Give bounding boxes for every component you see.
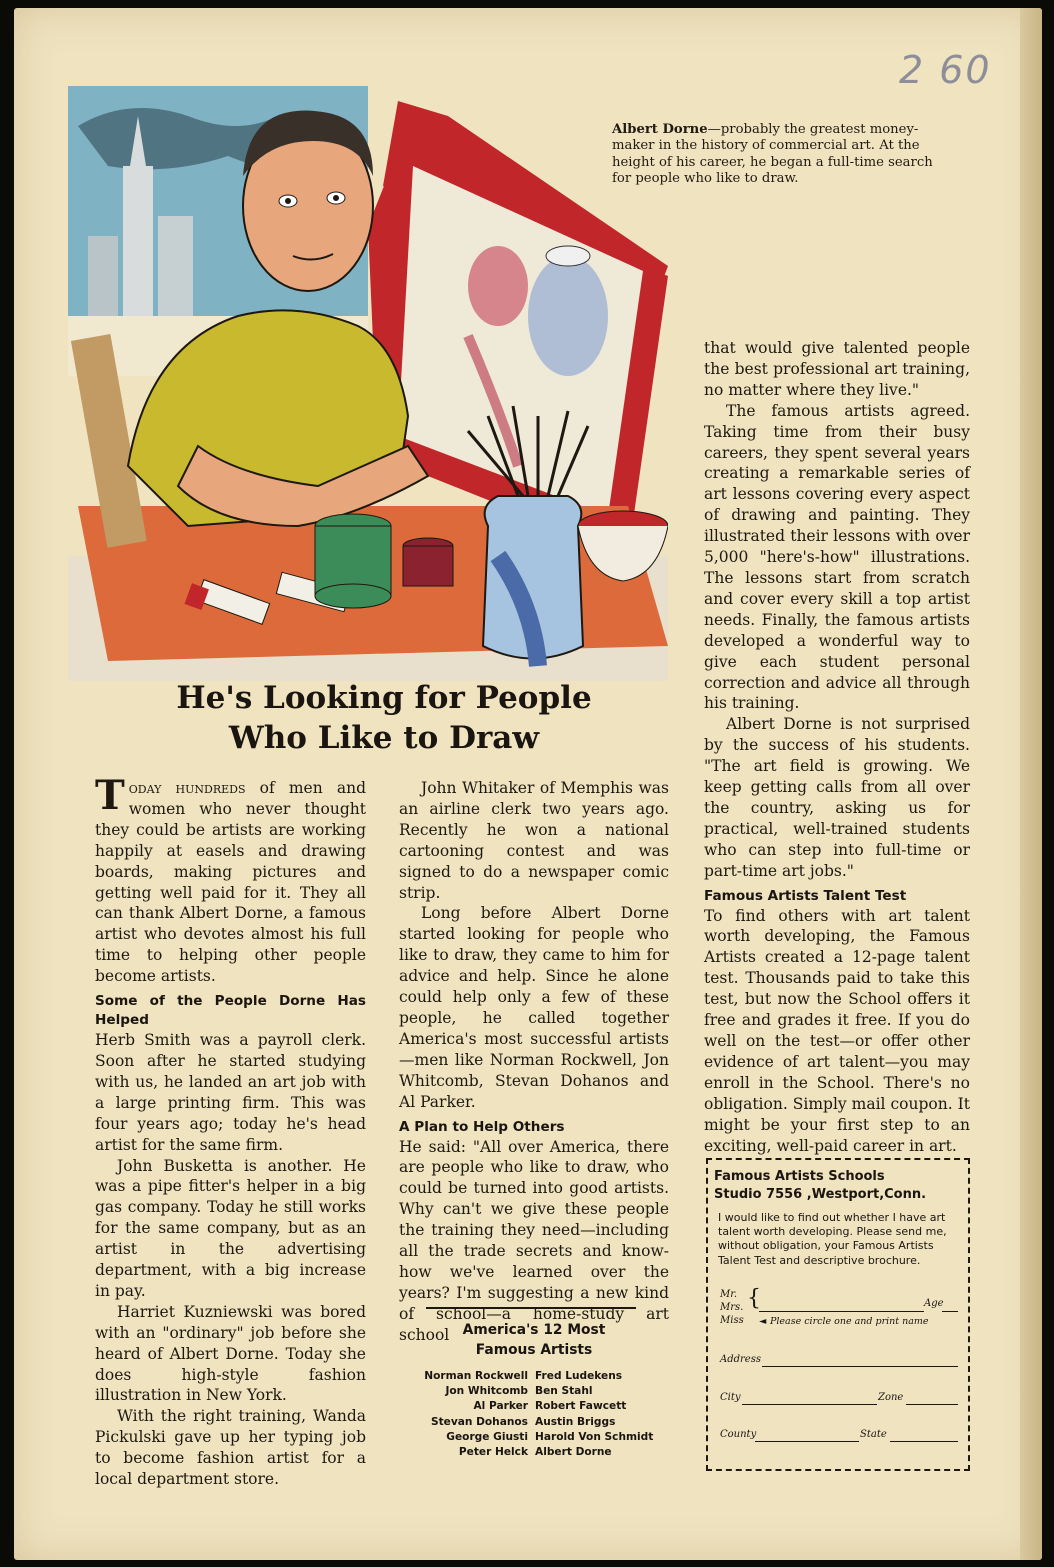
coupon-address-label: Address: [720, 1354, 761, 1365]
illustration-caption: [612, 122, 942, 188]
artist-name-left: Al Parker: [473, 1400, 528, 1413]
age-field-line[interactable]: [942, 1311, 958, 1312]
page-spine-edge: [1020, 8, 1042, 1560]
caption-text: —probably the greatest money-maker in the history of commercial art. At the height of his career, he began a full-time search for people who like to draw.: [612, 122, 933, 187]
artist-name-right: Fred Ludekens: [535, 1370, 623, 1382]
artist-name-right: Ben Stahl: [535, 1385, 593, 1398]
col2-paragraph-2: Long before Albert Dorne started looking for people who like to draw, they came to him for advice and help. Since he alone could help only a few of these people, he called together America's most successful artists—men like Norman Rockwell, Jon Whitcomb, Stevan Dohanos and Al Parker.: [399, 904, 669, 1111]
col3-paragraph-2: The famous artists agreed. Taking time from their busy careers, they spent several years creating a remarkable series of art lessons covering every aspect of drawing and painting. They illustrated their lessons with over 5,000 "here's-how" illustrations. The lessons start from scratch and cover every skill a top artist needs. Finally, the famous artists developed a wonderful way to give each student personal correction and advice all through his training.: [704, 401, 970, 713]
col1-paragraph-5: With the right training, Wanda Pickulski gave up her typing job to become fashion artist for a local department store.: [95, 1407, 366, 1489]
col3-subheading: Famous Artists Talent Test: [704, 887, 907, 904]
artists-row: [399, 1430, 669, 1445]
col1-p1-text: of men and women who never thought they could be artists are working happily at easels and drawing boards, making pictures and getting well paid for it. They all can thank Albert Dorne, a famous artist who devotes almost his full time to helping other people become artists.: [95, 779, 366, 986]
artists-divider: [426, 1307, 636, 1309]
col1-paragraph-4: Harriet Kuzniewski was bored with an "ordinary" job before she heard of Albert Dorne. Today she does high-style fashion illustration in New York.: [95, 1302, 366, 1405]
col2-paragraph-1: John Whitaker of Memphis was an airline clerk two years ago. Recently he won a national cartooning contest and was signed to do a newspaper comic strip.: [399, 779, 669, 902]
coupon-circle-note: Please circle one and print name: [770, 1316, 929, 1327]
artist-name-left: Peter Helck: [458, 1446, 528, 1459]
artists-row: [399, 1384, 669, 1399]
coupon-mr: Mr.: [720, 1289, 738, 1300]
artist-name-left: Stevan Dohanos: [430, 1415, 528, 1428]
headline: [114, 678, 654, 758]
article-column-3: [704, 338, 970, 1156]
coupon-mrs: Mrs.: [720, 1302, 744, 1313]
zone-field-line[interactable]: [906, 1404, 958, 1405]
col1-subheading: Some of the People Dorne Has Helped: [95, 993, 366, 1029]
coupon-city-label: City: [720, 1392, 741, 1403]
coupon-miss: Miss: [720, 1315, 744, 1326]
artists-row: [399, 1445, 669, 1460]
city-field-line[interactable]: [742, 1404, 877, 1405]
caption-name: Albert Dorne: [612, 122, 708, 137]
artist-name-right: Robert Fawcett: [535, 1400, 627, 1413]
artist-name-right: Albert Dorne: [535, 1446, 612, 1459]
arrow-icon: ◄: [759, 1316, 767, 1327]
col2-paragraph-3: He said: "All over America, there are people who like to draw, who could be turned into good artists. Why can't we give these people the training they need—including all the trade secrets and know-how we've learned over the years? I'm suggesting a new kind of school—a home-study art school: [399, 1137, 669, 1344]
col2-subheading: A Plan to Help Others: [399, 1118, 565, 1135]
col3-paragraph-3: Albert Dorne is not surprised by the success of his students. "The art field is growing. We keep getting calls from all over the country, asking us for practical, well-trained students who can step into full-time or part-time art jobs.": [704, 715, 970, 880]
brace-icon: {: [747, 1286, 761, 1311]
albert-dorne-illustration: [68, 86, 668, 681]
county-field-line[interactable]: [755, 1441, 859, 1442]
mail-coupon[interactable]: [706, 1158, 970, 1471]
artists-row: [399, 1415, 669, 1430]
headline-line-1: He's Looking for People: [176, 680, 592, 716]
artists-title-line-2: Famous Artists: [475, 1342, 593, 1358]
state-field-line[interactable]: [890, 1441, 958, 1442]
coupon-title: [714, 1168, 964, 1204]
coupon-state-label: State: [860, 1429, 887, 1440]
col3-paragraph-1: that would give talented people the best professional art training, no matter where they live.": [704, 339, 970, 399]
name-field-line[interactable]: [759, 1311, 924, 1312]
artists-title-line-1: America's 12 Most: [462, 1322, 606, 1338]
coupon-age: Age: [924, 1298, 944, 1309]
coupon-body-text: I would like to find out whether I have art talent worth developing. Please send me, without obligation, your Famous Artists Talent Test and descriptive brochure.: [718, 1211, 947, 1267]
col3-paragraph-4: To find others with art talent worth developing, the Famous Artists created a 12-page talent test. Thousands paid to take this test, but now the School offers it free and grades it free. If you do well on the test—or offer other evidence of art talent—you may enroll in the School. There's no obligation. Simply mail coupon. It might be your first step to an exciting, well-paid career in art.: [704, 906, 970, 1155]
artists-row: [399, 1369, 669, 1384]
comic-back-cover-page: [14, 8, 1042, 1560]
col1-paragraph-1: [95, 772, 366, 987]
artist-name-left: Jon Whitcomb: [445, 1385, 528, 1398]
coupon-zone-label: Zone: [878, 1392, 904, 1403]
artist-name-left: George Giusti: [446, 1430, 528, 1443]
col1-paragraph-3: John Busketta is another. He was a pipe fitter's helper in a big gas company. Today he still works for the same company, but as an artist in the advertising department, with a big increase in pay.: [95, 1156, 366, 1300]
artist-name-left: Norman Rockwell: [424, 1370, 528, 1382]
artists-row: [399, 1399, 669, 1414]
col1-paragraph-2: Herb Smith was a payroll clerk. Soon after he started studying with us, he landed an art job with a large printing firm. This was four years ago; today he's head artist for the same firm.: [95, 1031, 366, 1154]
headline-line-2: Who Like to Draw: [228, 720, 540, 756]
artists-box-title: [399, 1320, 669, 1360]
artist-name-right: Harold Von Schmidt: [535, 1430, 654, 1443]
article-column-2: [399, 778, 669, 1346]
coupon-county-label: County: [720, 1429, 757, 1440]
address-field-line[interactable]: [762, 1366, 958, 1367]
artists-list: [399, 1369, 669, 1460]
lead-small-caps: oday hundreds: [128, 779, 246, 797]
artist-name-right: Austin Briggs: [535, 1415, 616, 1428]
coupon-title-line-1: Famous Artists Schools: [714, 1169, 885, 1184]
drop-cap: T: [95, 772, 125, 819]
article-column-1: [95, 772, 366, 1490]
coupon-title-line-2: Studio 7556 ,Westport,Conn.: [714, 1187, 927, 1202]
pencil-price-note: 2 60: [899, 48, 992, 92]
